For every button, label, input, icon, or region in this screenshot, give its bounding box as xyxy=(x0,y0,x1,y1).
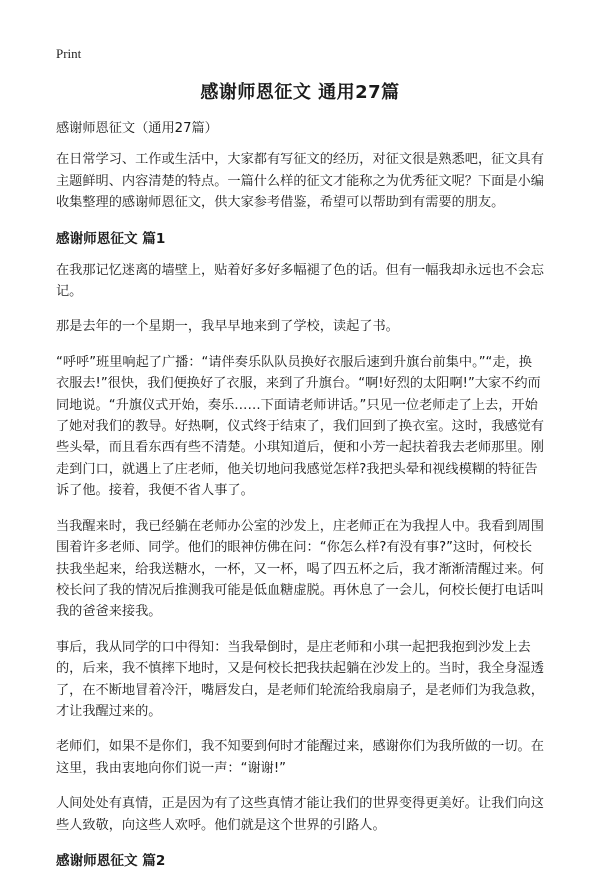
page-title: 感谢师恩征文 通用27篇 xyxy=(200,82,400,103)
section1-paragraph: 人间处处有真情，正是因为有了这些真情才能让我们的世界变得更美好。让我们向这些人致敬，向这些人欢呼。他们就是这个世界的引路人。 xyxy=(56,796,544,833)
section1-paragraph: 老师们，如果不是你们，我不知要到何时才能醒过来，感谢你们为我所做的一切。在这里，我由衷地向你们说一声：“谢谢!” xyxy=(56,739,544,776)
section1-paragraph: 那是去年的一个星期一，我早早地来到了学校，读起了书。 xyxy=(56,319,399,335)
intro-paragraph: 在日常学习、工作或生活中，大家都有写征文的经历，对征文很是熟悉吧，征文具有主题鲜明、内容清楚的特点。一篇什么样的征文才能称之为优秀征文呢？下面是小编收集整理的感谢师恩征文，供大家参考借鉴，希望可以帮助到有需要的朋友。 xyxy=(56,152,544,211)
section1-paragraph: 当我醒来时，我已经躺在老师办公室的沙发上，庄老师正在为我捏人中。我看到周围围着许多老师、同学。他们的眼神仿佛在问：“你怎么样?有没有事?”这时，何校长扶我坐起来，给我送糖水，一杯，又一杯，喝了四五杯之后，我才渐渐清醒过来。何校长问了我的情况后推测我可能是低血糖虚脱。再休息了一会儿，何校长便打电话叫我的爸爸来接我。 xyxy=(56,518,544,620)
article-subtitle: 感谢师恩征文（通用27篇） xyxy=(56,121,218,136)
section-heading-2: 感谢师恩征文 篇2 xyxy=(56,852,166,869)
section1-paragraph: 在我那记忆迷离的墙壁上，贴着好多好多幅褪了色的话。但有一幅我却永远也不会忘记。 xyxy=(56,262,544,300)
article-body xyxy=(56,118,544,882)
section-heading-1: 感谢师恩征文 篇1 xyxy=(56,230,166,247)
section1-paragraph: “呼呼”班里响起了广播：“请伴奏乐队队员换好衣服后速到升旗台前集中。”“走，换衣服去!”很快，我们便换好了衣服，来到了升旗台。“啊!好烈的太阳啊!”大家不约而同地说。“升旗仪式开始，奏乐……下面请老师讲话。”只见一位老师走了上去，开始了她对我们的教导。好热啊，仪式终于结束了，我们回到了换衣室。这时，我感觉有些头晕，而且看东西有些不清楚。小琪知道后，便和小芳一起扶着我去老师那里。刚走到门口，就遇上了庄老师，他关切地问我感觉怎样?我把头晕和视线模糊的特征告诉了他。接着，我便不省人事了。 xyxy=(56,354,544,499)
print-label[interactable]: Print xyxy=(56,46,82,61)
section1-paragraph: 事后，我从同学的口中得知：当我晕倒时，是庄老师和小琪一起把我抱到沙发上去的，后来，我不慎摔下地时，又是何校长把我扶起躺在沙发上的。当时，我全身湿透了，在不断地冒着冷汗，嘴唇发白，是老师们轮流给我扇扇子，是老师们为我急救，才让我醒过来的。 xyxy=(56,639,544,719)
